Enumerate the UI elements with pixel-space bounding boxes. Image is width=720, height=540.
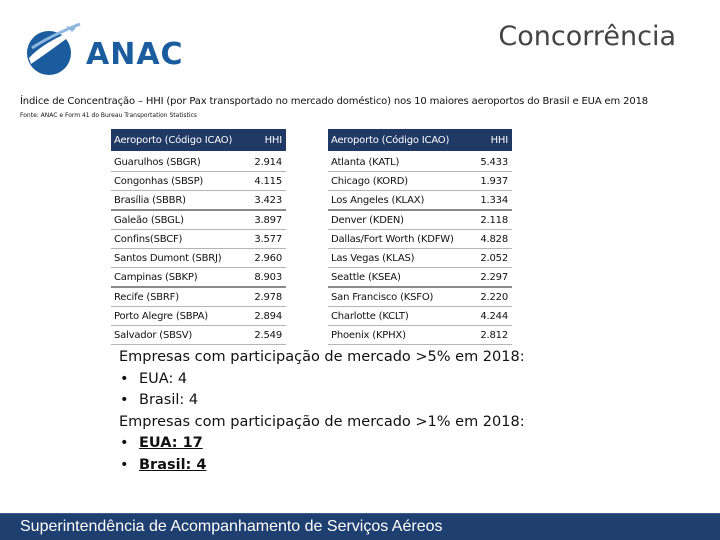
page-title: Concorrência [498,21,676,52]
note-line-5pct: Empresas com participação de mercado >5% em 2018: [119,349,525,365]
market-share-notes [119,347,525,477]
table-row [111,326,286,345]
airport-cell: Chicago (KORD) [328,172,474,191]
airport-cell: Las Vegas (KLAS) [328,249,474,268]
bullet-icon: • [120,392,129,409]
table-row [328,249,512,268]
hhi-cell: 5.433 [474,152,512,172]
hhi-cell: 3.423 [250,191,286,211]
table-row [328,287,512,307]
table-row [328,172,512,191]
note-bullet-text: Brasil: 4 [139,456,207,473]
note-bullet-text: Brasil: 4 [139,392,199,409]
airport-cell: Dallas/Fort Worth (KDFW) [328,230,474,249]
table-row [111,249,286,268]
airport-cell: Seattle (KSEA) [328,268,474,288]
usa-airports-table [328,129,512,345]
airport-cell: Los Angeles (KLAX) [328,191,474,211]
table-row [111,230,286,249]
footer-bar [0,513,720,540]
hhi-cell: 4.244 [474,307,512,326]
hhi-cell: 4.828 [474,230,512,249]
hhi-cell: 2.549 [250,326,286,345]
airport-cell: Porto Alegre (SBPA) [111,307,250,326]
table-row [328,268,512,288]
table-row [111,191,286,211]
column-header-airport: Aeroporto (Código ICAO) [111,129,250,152]
airport-cell: Salvador (SBSV) [111,326,250,345]
source-note: Fonte: ANAC e Form 41 do Bureau Transportation Statistics [20,112,197,119]
table-row [111,287,286,307]
airport-cell: Charlotte (KCLT) [328,307,474,326]
airport-cell: San Francisco (KSFO) [328,287,474,307]
note-bullet-text: EUA: 17 [139,435,203,452]
column-header-airport: Aeroporto (Código ICAO) [328,129,474,152]
table-row [328,326,512,345]
note-bullet [119,369,525,391]
hhi-cell: 2.118 [474,210,512,230]
hhi-cell: 2.914 [250,152,286,172]
table-row [328,230,512,249]
table-header-row [328,129,512,152]
airport-cell: Santos Dumont (SBRJ) [111,249,250,268]
footer-text: Superintendência de Acompanhamento de Serviços Aéreos [20,518,443,535]
table-row [328,307,512,326]
anac-globe-icon [22,22,84,78]
column-header-hhi: HHI [474,129,512,152]
bullet-icon: • [120,370,129,387]
hhi-cell: 2.894 [250,307,286,326]
hhi-cell: 1.334 [474,191,512,211]
anac-logo [22,22,202,78]
airport-cell: Atlanta (KATL) [328,152,474,172]
hhi-cell: 8.903 [250,268,286,288]
table-row [111,307,286,326]
hhi-cell: 1.937 [474,172,512,191]
bullet-icon: • [120,456,129,473]
note-bullet [119,390,525,412]
table-row [111,172,286,191]
note-bullet [119,455,525,477]
airport-cell: Phoenix (KPHX) [328,326,474,345]
hhi-cell: 3.897 [250,210,286,230]
hhi-cell: 2.960 [250,249,286,268]
hhi-cell: 4.115 [250,172,286,191]
bullet-icon: • [120,435,129,452]
airport-cell: Confins(SBCF) [111,230,250,249]
note-line-1pct: Empresas com participação de mercado >1% em 2018: [119,413,525,430]
table-row [328,191,512,211]
table-header-row [111,129,286,152]
table-row [328,152,512,172]
logo-text: ANAC [86,37,184,72]
hhi-cell: 2.220 [474,287,512,307]
airport-cell: Denver (KDEN) [328,210,474,230]
hhi-cell: 2.297 [474,268,512,288]
airport-cell: Galeão (SBGL) [111,210,250,230]
hhi-cell: 2.052 [474,249,512,268]
table-row [111,268,286,288]
airport-cell: Recife (SBRF) [111,287,250,307]
page-subtitle: Índice de Concentração – HHI (por Pax transportado no mercado doméstico) nos 10 maiores aeroportos do Brasil e EUA em 2018 [20,96,649,107]
table-row [111,210,286,230]
airport-cell: Campinas (SBKP) [111,268,250,288]
hhi-cell: 2.978 [250,287,286,307]
note-bullet [119,433,525,455]
table-row [328,210,512,230]
airport-cell: Congonhas (SBSP) [111,172,250,191]
hhi-cell: 3.577 [250,230,286,249]
airport-cell: Brasília (SBBR) [111,191,250,211]
note-bullet-text: EUA: 4 [139,370,188,387]
brazil-airports-table [111,129,286,345]
airport-cell: Guarulhos (SBGR) [111,152,250,172]
hhi-cell: 2.812 [474,326,512,345]
table-row [111,152,286,172]
column-header-hhi: HHI [250,129,286,152]
